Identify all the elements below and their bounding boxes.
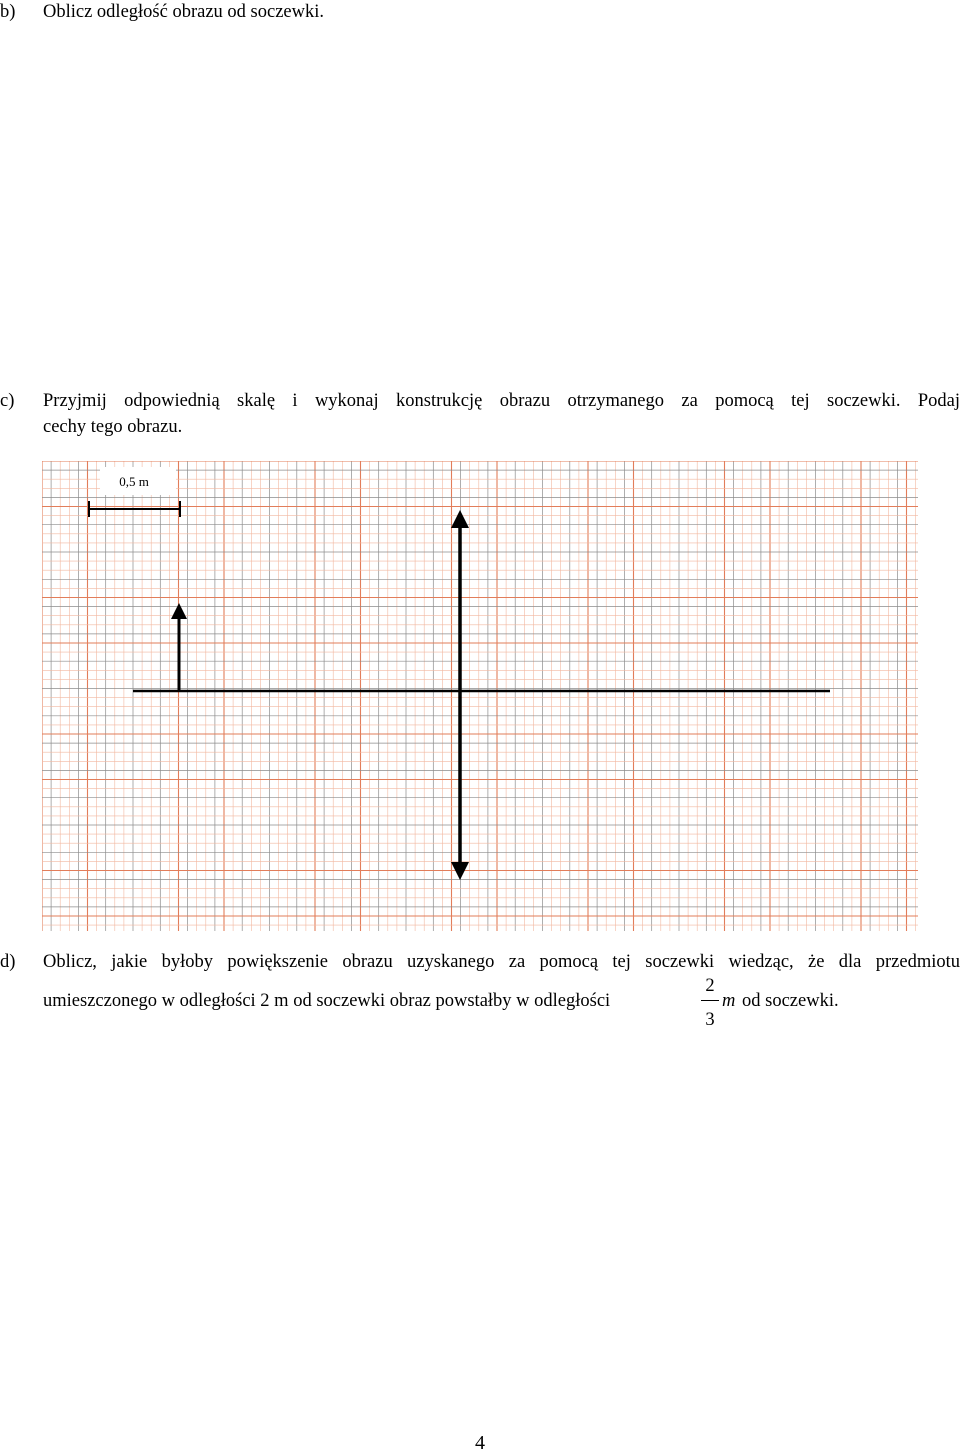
- grid-lines: [42, 461, 918, 931]
- fraction-numerator: 2: [705, 976, 715, 996]
- task-d-line-2: umieszczonego w odległości 2 m od soczewki obraz powstałby w odległości: [43, 991, 611, 1011]
- fraction-bar: [701, 1000, 719, 1001]
- task-c-line-1: Przyjmij odpowiednią skalę i wykonaj konstrukcję obrazu otrzymanego za pomocą tej soczewki. Podaj: [43, 391, 960, 411]
- scale-bar: [89, 501, 180, 517]
- object-arrow: [171, 603, 187, 691]
- graph-paper: [42, 461, 918, 931]
- task-c-marker: c): [0, 391, 15, 411]
- task-d-line-1: Oblicz, jakie byłoby powiększenie obrazu uzyskanego za pomocą tej soczewki wiedząc, że dla przedmiotu: [43, 952, 960, 972]
- task-b-marker: b): [0, 2, 16, 22]
- optics-diagram: [42, 461, 918, 931]
- task-d-marker: d): [0, 952, 16, 972]
- scale-label: 0,5 m: [119, 473, 149, 489]
- task-b-text: Oblicz odległość obrazu od soczewki.: [43, 2, 325, 22]
- fraction-denominator: 3: [705, 1010, 715, 1030]
- task-d-line-2-end: od soczewki.: [742, 991, 839, 1011]
- page-number: 4: [475, 1432, 485, 1454]
- task-c-line-2: cechy tego obrazu.: [43, 417, 183, 437]
- lens: [451, 510, 469, 880]
- fraction-unit: m: [722, 991, 736, 1011]
